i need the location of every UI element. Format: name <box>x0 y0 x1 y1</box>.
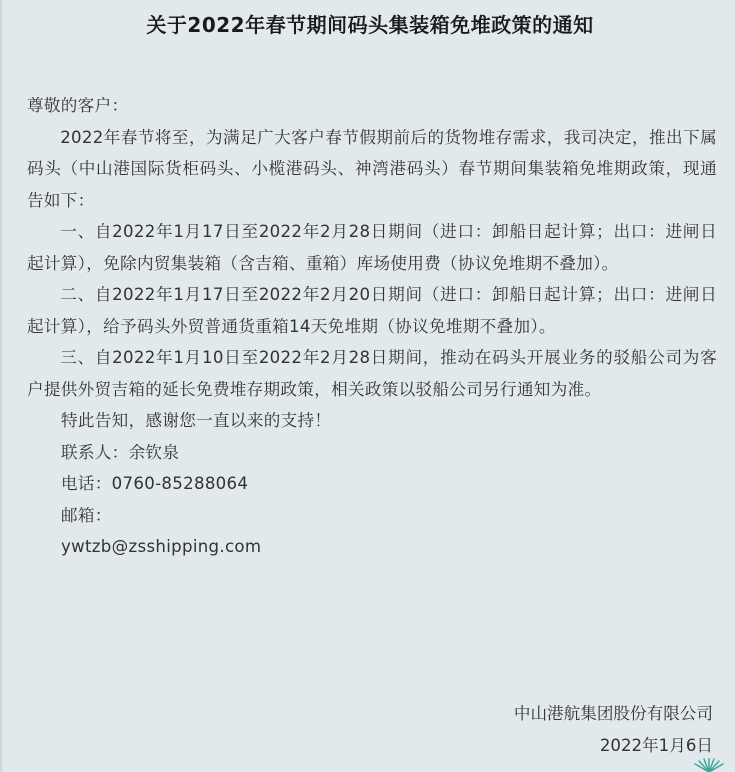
notice-title: 关于2022年春节期间码头集装箱免堆政策的通知 <box>146 13 594 37</box>
closing-line: 特此告知，感谢您一直以来的支持！ <box>61 411 332 430</box>
notice-body <box>27 90 717 563</box>
company-name: 中山港航集团股份有限公司 <box>513 704 713 723</box>
greeting: 尊敬的客户： <box>27 96 129 115</box>
notice-date: 2022年1月6日 <box>599 735 713 755</box>
policy-item-3: 三、自2022年1月10日至2022年2月28日期间，推动在码头开展业务的驳船公司为客户提供外贸吉箱的延长免费堆存期政策，相关政策以驳船公司另行通知为准。 <box>27 348 717 399</box>
teal-fan-decoration-icon <box>689 758 729 772</box>
policy-item-2: 二、自2022年1月17日至2022年2月20日期间（进口：卸船日起计算；出口：进闸日起计算），给予码头外贸普通货重箱14天免堆期（协议免堆期不叠加）。 <box>27 285 717 336</box>
policy-item-1: 一、自2022年1月17日至2022年2月28日期间（进口：卸船日起计算；出口：进闸日起计算），免除内贸集装箱（含吉箱、重箱）库场使用费（协议免堆期不叠加）。 <box>27 222 717 273</box>
signature-block <box>514 698 713 761</box>
contact-email: ywtzb@zsshipping.com <box>61 537 262 556</box>
contact-phone: 电话：0760-85288064 <box>61 474 249 493</box>
contact-person: 联系人：余钦泉 <box>61 442 180 462</box>
contact-email-label: 邮箱： <box>61 505 112 525</box>
intro-paragraph: 2022年春节将至，为满足广大客户春节假期前后的货物堆存需求，我司决定，推出下属码头（中山港国际货柜码头、小榄港码头、神湾港码头）春节期间集装箱免堆期政策，现通告如下： <box>27 127 717 210</box>
